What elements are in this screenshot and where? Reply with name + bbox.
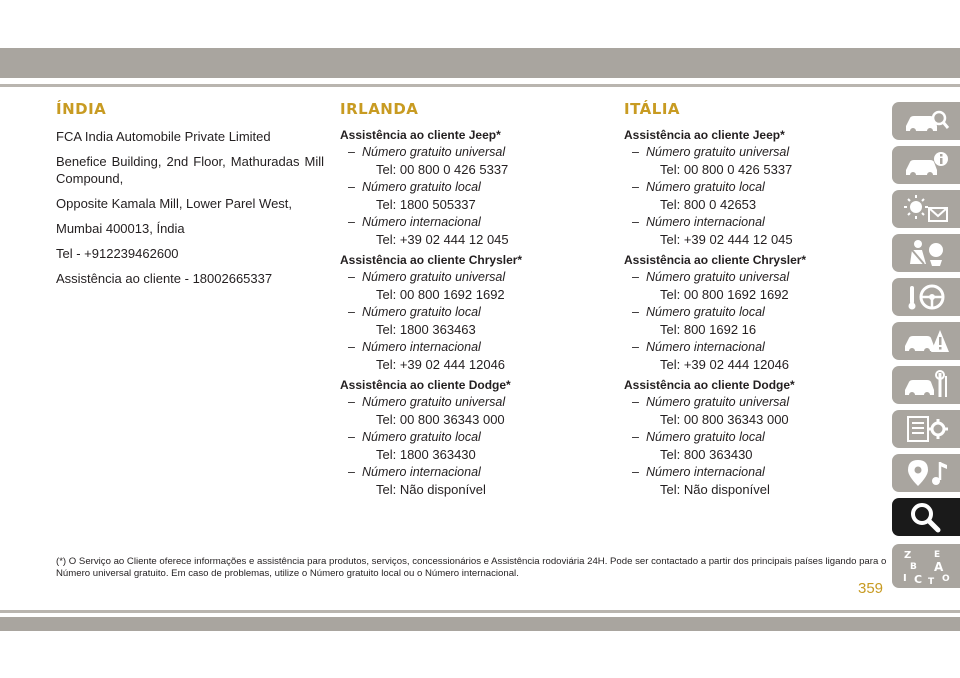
entry-label: Número gratuito local [362,430,481,444]
index-letter: O [942,574,950,584]
tab-alphabetical-index[interactable] [892,544,960,588]
contact-entry [348,269,590,304]
dash: – [348,430,355,444]
magnifier-icon [902,501,950,533]
dash: – [348,270,355,284]
entry-tel: Tel: 800 1692 16 [660,322,757,337]
india-address: Opposite Kamala Mill, Lower Parel West, [56,196,293,211]
car-wrench-icon [902,370,950,400]
entry-label: Número gratuito universal [646,395,790,409]
contact-entry [632,339,874,374]
entry-tel: Tel: 00 800 1692 1692 [376,287,505,302]
group-chrysler [340,253,590,374]
entry-tel: Tel: 00 800 0 426 5337 [660,162,793,177]
group-title: Assistência ao cliente Jeep* [624,128,785,142]
entry-label: Número internacional [362,340,481,354]
index-letter: B [910,562,917,572]
dash: – [348,305,355,319]
index-letter: I [903,573,907,584]
india-company: FCA India Automobile Private Limited [56,129,271,144]
index-letter: C [914,573,923,586]
dash: – [632,180,639,194]
group-dodge [624,378,874,499]
dash: – [632,145,639,159]
index-letter: E [934,550,941,560]
car-info-icon [902,150,950,180]
entry-label: Número gratuito universal [646,145,790,159]
tab-steering-key[interactable] [892,278,960,316]
entry-label: Número gratuito local [646,180,765,194]
group-jeep [340,128,590,249]
steering-wheel-key-icon [902,282,950,312]
entry-tel: Tel: +39 02 444 12046 [376,357,506,372]
tab-car-info[interactable] [892,146,960,184]
car-search-icon [902,106,950,136]
group-title: Assistência ao cliente Dodge* [624,378,795,392]
tab-airbag-seatbelt[interactable] [892,234,960,272]
entry-tel: Tel: Não disponível [376,482,486,497]
entry-tel: Tel: +39 02 444 12 045 [660,232,793,247]
dash: – [632,430,639,444]
page-number: 359 [858,580,884,597]
contact-entry [348,304,590,339]
dash: – [348,340,355,354]
entry-tel: Tel: 00 800 36343 000 [376,412,505,427]
contact-entry [632,464,874,499]
contact-entry [632,429,874,464]
group-dodge [340,378,590,499]
entry-label: Número internacional [646,215,765,229]
navigation-music-icon [902,458,950,488]
entry-tel: Tel: Não disponível [660,482,770,497]
group-title: Assistência ao cliente Dodge* [340,378,511,392]
entry-tel: Tel: 00 800 36343 000 [660,412,789,427]
tab-specifications[interactable] [892,410,960,448]
dash: – [348,145,355,159]
contact-entry [632,269,874,304]
contact-entry [348,214,590,249]
dash: – [348,465,355,479]
dash: – [632,305,639,319]
contact-entry [348,339,590,374]
dash: – [632,215,639,229]
contact-entry [348,429,590,464]
footnote: (*) O Serviço ao Cliente oferece informações e assistência para produtos, serviços, concessionários e Assistência rodoviária 24H. Pode ser contactado a partir dos principais países ligando para o Número universal gratuito. Em caso de problemas, utilize o Número gratuito local ou o Número internacional. [56,556,887,579]
index-letter: A [934,560,944,574]
car-warning-triangle-icon [902,326,950,356]
dash: – [632,395,639,409]
dash: – [348,395,355,409]
india-customer-care: Assistência ao cliente - 18002665337 [56,271,273,286]
entry-label: Número gratuito local [362,180,481,194]
entry-label: Número internacional [646,340,765,354]
group-title: Assistência ao cliente Jeep* [340,128,501,142]
entry-label: Número gratuito universal [362,145,506,159]
entry-label: Número gratuito universal [362,270,506,284]
alphabetical-index-icon [900,546,952,586]
entry-label: Número gratuito local [646,430,765,444]
section-irlanda [340,100,590,499]
section-heading-irlanda: IRLANDA [340,100,419,118]
dash: – [632,340,639,354]
entry-label: Número internacional [362,465,481,479]
section-india [56,100,324,295]
group-title: Assistência ao cliente Chrysler* [624,253,807,267]
entry-tel: Tel: 800 0 42653 [660,197,757,212]
header-rule [0,84,960,87]
contact-entry [348,144,590,179]
group-chrysler [624,253,874,374]
tab-car-warning[interactable] [892,322,960,360]
index-letter: T [928,577,935,586]
dash: – [348,215,355,229]
entry-label: Número gratuito universal [362,395,506,409]
contact-entry [348,464,590,499]
footer-band [0,617,960,631]
entry-tel: Tel: +39 02 444 12 045 [376,232,509,247]
contact-entry [632,304,874,339]
entry-label: Número gratuito local [646,305,765,319]
section-heading-india: ÍNDIA [56,100,107,118]
tab-car-search[interactable] [892,102,960,140]
section-heading-italia: ITÁLIA [624,100,681,118]
entry-label: Número gratuito local [362,305,481,319]
dash: – [632,465,639,479]
warning-lights-message-icon [902,194,950,224]
dash: – [348,180,355,194]
contact-entry [348,179,590,214]
header-band [0,48,960,78]
entry-tel: Tel: +39 02 444 12046 [660,357,790,372]
india-tel: Tel - +912239462600 [56,246,179,261]
contact-entry [348,394,590,429]
tab-car-service[interactable] [892,366,960,404]
india-city: Mumbai 400013, Índia [56,221,185,236]
entry-tel: Tel: 00 800 1692 1692 [660,287,789,302]
contact-entry [632,214,874,249]
entry-label: Número internacional [362,215,481,229]
airbag-seatbelt-icon [902,238,950,268]
contact-entry [632,179,874,214]
tab-warning-lights[interactable] [892,190,960,228]
entry-label: Número internacional [646,465,765,479]
entry-tel: Tel: 1800 363463 [376,322,476,337]
contact-entry [632,144,874,179]
entry-tel: Tel: 00 800 0 426 5337 [376,162,509,177]
entry-tel: Tel: 1800 505337 [376,197,476,212]
group-jeep [624,128,874,249]
tab-search-active[interactable] [892,498,960,536]
index-letter: Z [904,550,912,561]
dash: – [632,270,639,284]
specifications-gear-icon [902,414,950,444]
entry-tel: Tel: 1800 363430 [376,447,476,462]
contact-entry [632,394,874,429]
india-building: Benefice Building, 2nd Floor, Mathuradas Mill Compound, [56,154,324,186]
footer-rule [0,610,960,613]
entry-label: Número gratuito universal [646,270,790,284]
tab-navigation-media[interactable] [892,454,960,492]
section-italia [624,100,874,499]
entry-tel: Tel: 800 363430 [660,447,753,462]
group-title: Assistência ao cliente Chrysler* [340,253,523,267]
